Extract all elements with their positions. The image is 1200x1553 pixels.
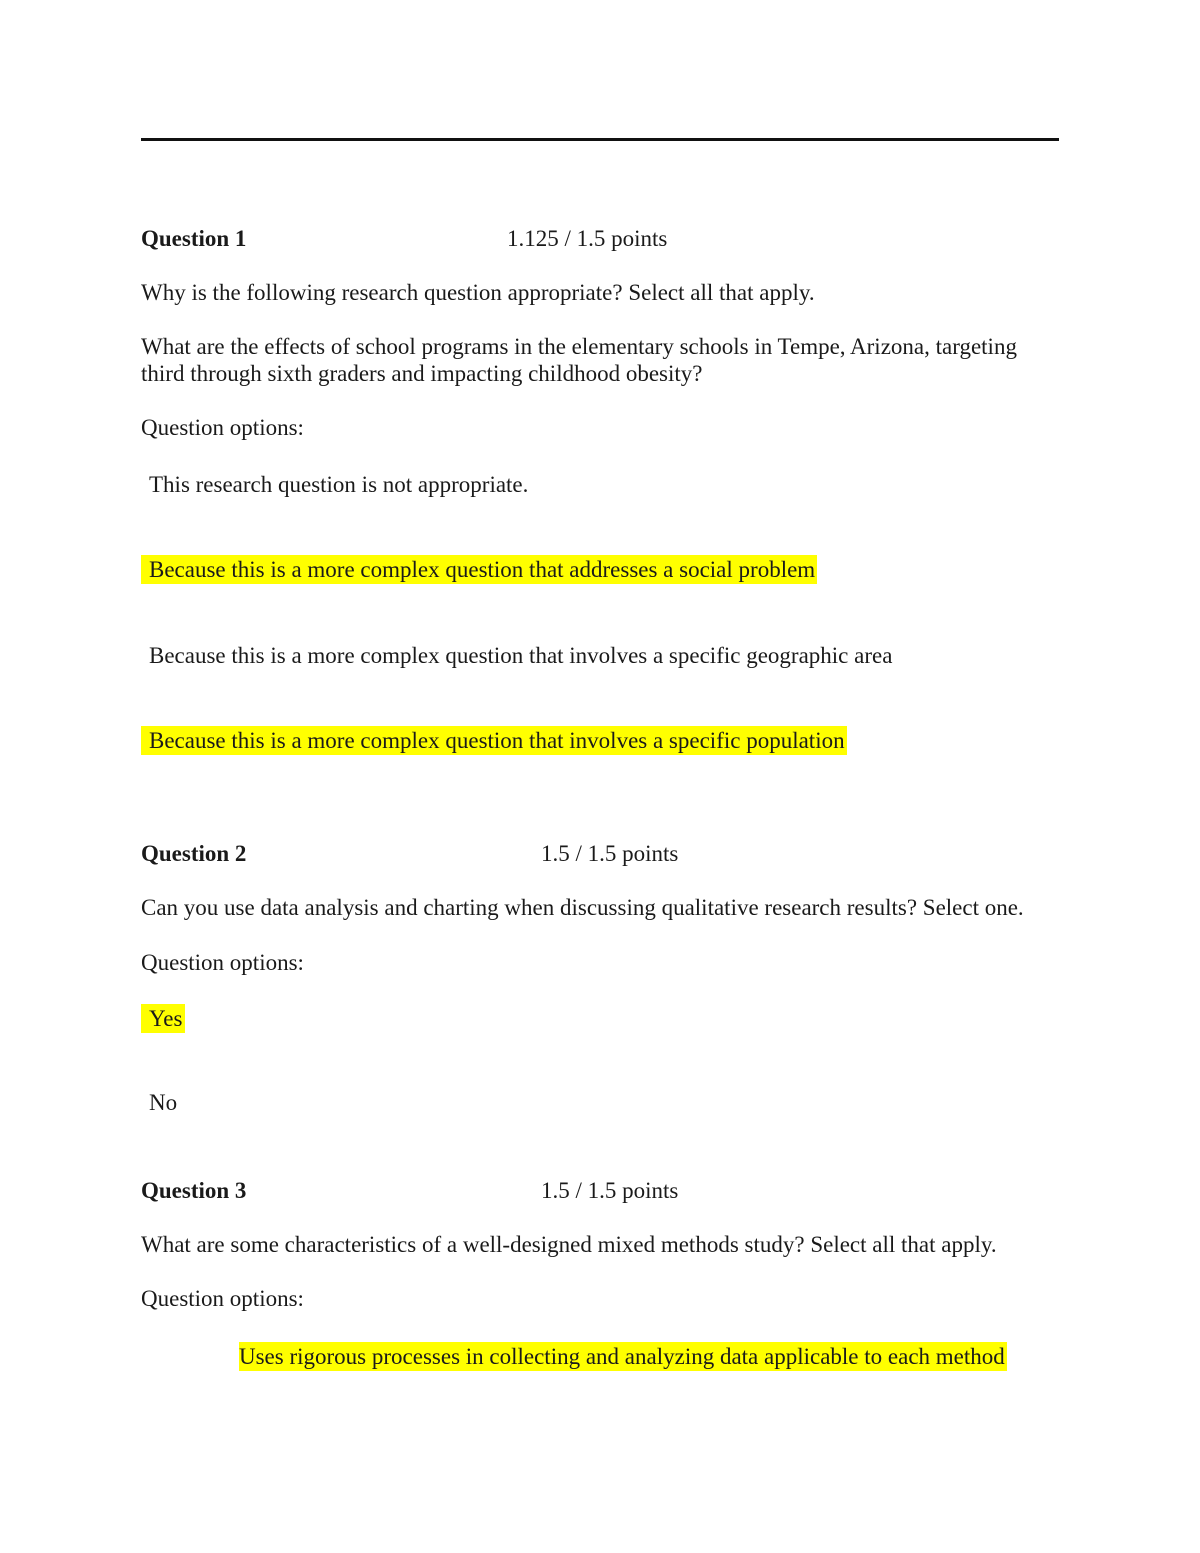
question-1-option-3[interactable] [141, 642, 894, 669]
question-2-option-yes[interactable] [141, 1004, 185, 1033]
question-2-option-yes-text: Yes [141, 1004, 185, 1033]
question-2-header [141, 840, 1059, 870]
question-1-block [141, 225, 1059, 441]
question-2-prompt: Can you use data analysis and charting when discussing qualitative research results? Select one. [141, 895, 1024, 920]
question-3-option-1[interactable] [239, 1342, 1007, 1371]
question-1-option-4-text: Because this is a more complex question that involves a specific population [141, 726, 847, 755]
question-2-title: Question 2 [141, 841, 247, 866]
question-1-option-3-text: Because this is a more complex question that involves a specific geographic area [149, 643, 893, 668]
question-1-option-1[interactable] [141, 471, 530, 498]
question-2-options-label: Question options: [141, 950, 304, 975]
question-3-header [141, 1177, 1059, 1207]
question-3-options-label: Question options: [141, 1286, 304, 1311]
question-1-option-2[interactable] [141, 555, 817, 584]
question-3-title: Question 3 [141, 1178, 247, 1203]
question-1-option-4[interactable] [141, 726, 847, 755]
question-1-title: Question 1 [141, 226, 247, 251]
question-1-options-label: Question options: [141, 415, 304, 440]
question-1-score: 1.125 / 1.5 points [507, 226, 668, 251]
question-1-option-2-text: Because this is a more complex question that addresses a social problem [141, 555, 817, 584]
question-1-stem-line-1: What are the effects of school programs in the elementary schools in Tempe, Arizona, targeting [141, 334, 1017, 359]
question-1-stem-line-2: third through sixth graders and impacting childhood obesity? [141, 361, 703, 386]
question-3-score: 1.5 / 1.5 points [541, 1178, 679, 1203]
question-2-score: 1.5 / 1.5 points [541, 841, 679, 866]
top-horizontal-rule [141, 138, 1059, 141]
question-1-option-1-text: This research question is not appropriate. [149, 472, 529, 497]
question-1-header [141, 225, 1059, 255]
question-3-option-1-text: Uses rigorous processes in collecting and analyzing data applicable to each method [239, 1344, 1005, 1369]
question-3-block [141, 1177, 1059, 1312]
question-1-prompt: Why is the following research question appropriate? Select all that apply. [141, 280, 815, 305]
question-2-option-no-text: No [149, 1090, 178, 1115]
question-2-option-no[interactable] [141, 1089, 179, 1116]
question-3-prompt: What are some characteristics of a well-designed mixed methods study? Select all that apply. [141, 1232, 997, 1257]
question-1-stem [141, 333, 1059, 387]
question-2-block [141, 840, 1059, 976]
